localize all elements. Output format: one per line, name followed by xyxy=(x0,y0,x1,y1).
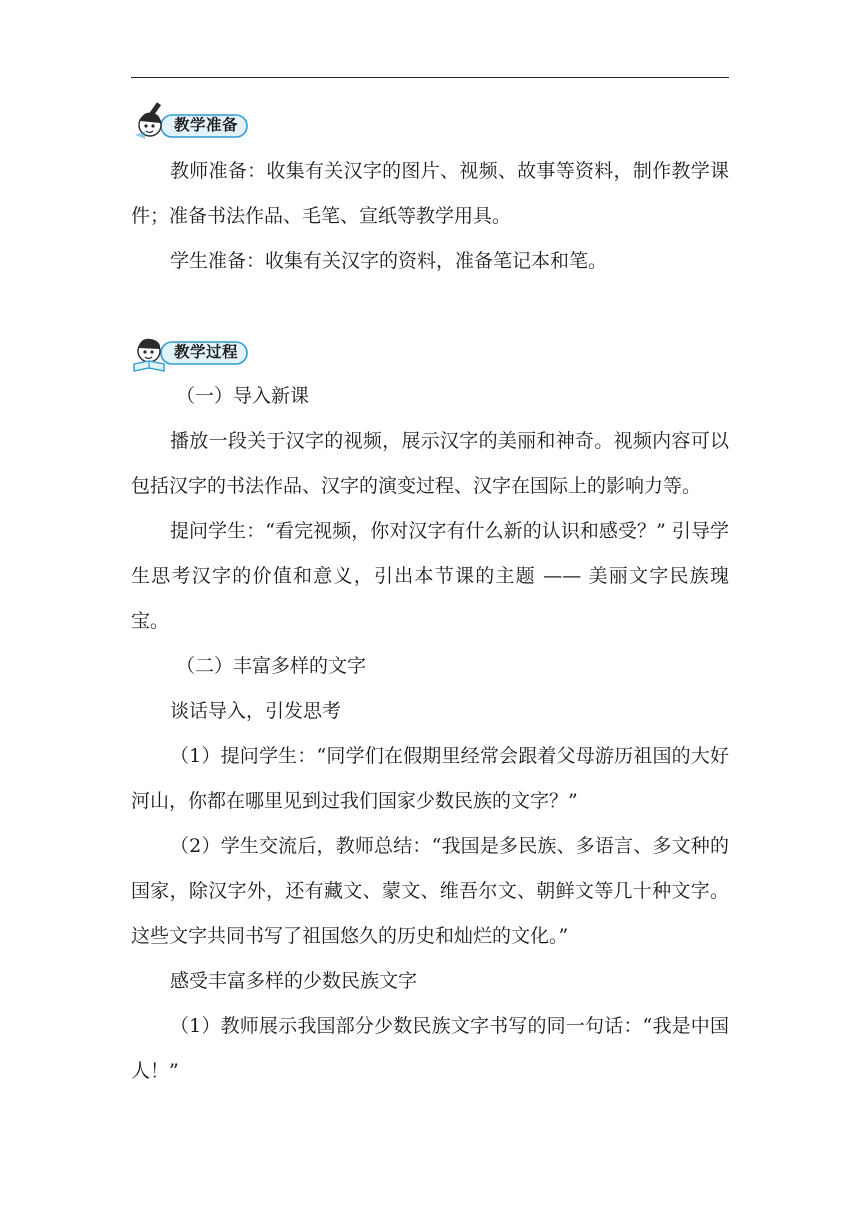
part1-paragraph-1: 播放一段关于汉字的视频，展示汉字的美丽和神奇。视频内容可以包括汉字的书法作品、汉字的演变过程、汉字在国际上的影响力等。 xyxy=(131,430,729,497)
section-heading-process: 教学过程 xyxy=(173,343,238,361)
prep-student-paragraph: 学生准备：收集有关汉字的资料，准备笔记本和笔。 xyxy=(170,250,608,272)
part2-title: （二）丰富多样的文字 xyxy=(176,655,367,677)
part1-title: （一）导入新课 xyxy=(176,385,310,407)
sub2-item-1: （1）教师展示我国部分少数民族文字书写的同一句话：“我是中国人！” xyxy=(131,1015,729,1082)
sub1-title: 谈话导入，引发思考 xyxy=(170,700,342,722)
sub1-item-1: （1）提问学生：“同学们在假期里经常会跟着父母游历祖国的大好河山，你都在哪里见到过我们国家少数民族的文字？” xyxy=(131,745,729,812)
section-badge-prep xyxy=(131,101,251,141)
part1-paragraph-2: 提问学生：“看完视频，你对汉字有什么新的认识和感受？” 引导学生思考汉字的价值和意义，引出本节课的主题 —— 美丽文字民族瑰宝。 xyxy=(131,520,729,632)
prep-teacher-paragraph: 教师准备：收集有关汉字的图片、视频、故事等资料，制作教学课件；准备书法作品、毛笔、宣纸等教学用具。 xyxy=(131,160,729,227)
sub2-title: 感受丰富多样的少数民族文字 xyxy=(170,970,418,992)
sub1-item-2: （2）学生交流后，教师总结：“我国是多民族、多语言、多文种的国家，除汉字外，还有藏文、蒙文、维吾尔文、朝鲜文等几十种文字。这些文字共同书写了祖国悠久的历史和灿烂的文化。” xyxy=(131,835,729,947)
header-rule xyxy=(131,77,729,78)
section-badge-process xyxy=(131,334,251,374)
section-heading-prep: 教学准备 xyxy=(173,116,238,134)
